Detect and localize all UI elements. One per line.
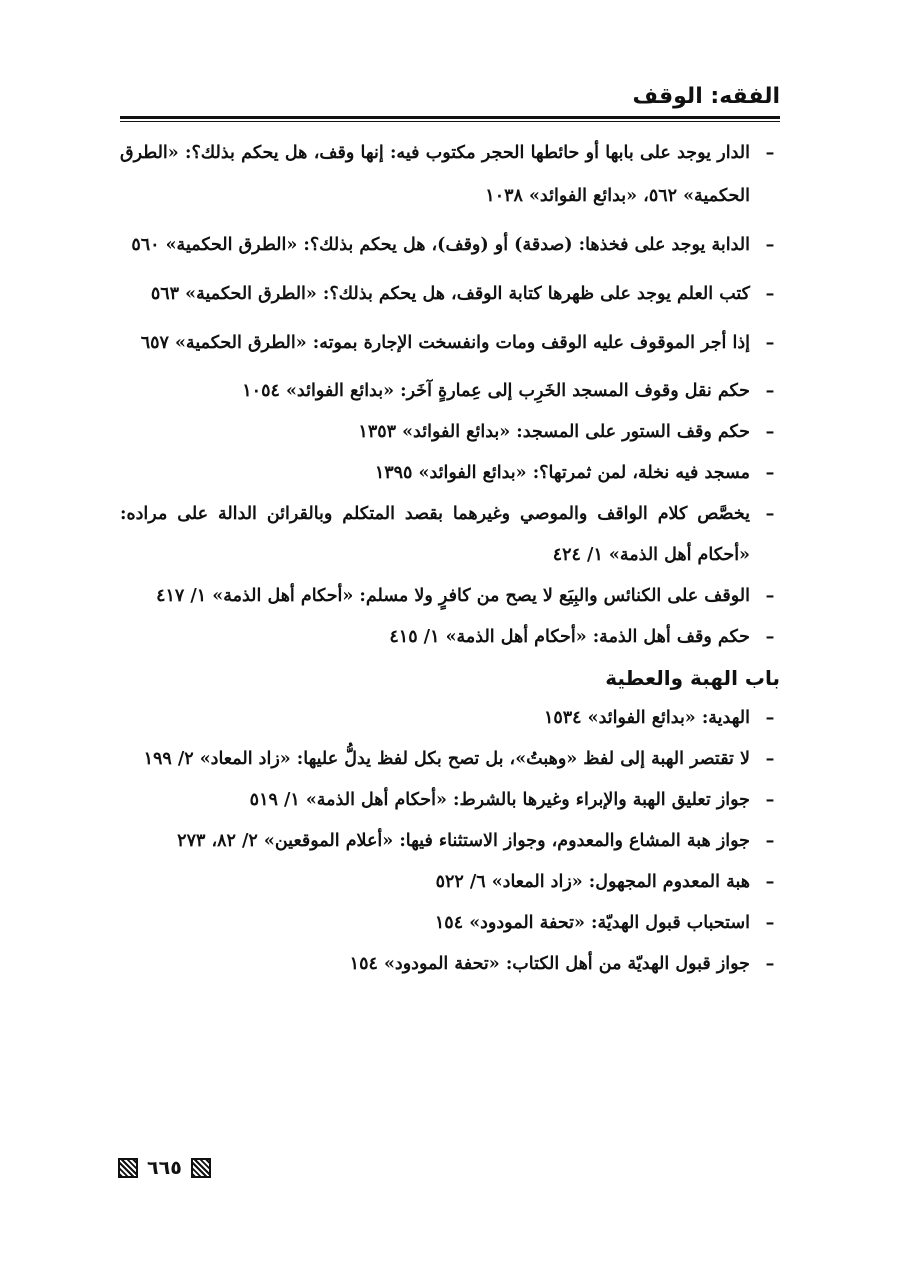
index-entry — [120, 821, 780, 862]
index-entry — [120, 453, 780, 494]
entry-text: يخصَّص كلام الواقف والموصي وغيرهما بقصد المتكلم وبالقرائن الدالة على مراده: «أحكام أهل الذمة» ١/ ٤٢٤ — [120, 504, 750, 565]
ornament-icon — [191, 1158, 211, 1178]
ornament-icon — [118, 1158, 138, 1178]
entry-text: الوقف على الكنائس والبِيَع لا يصح من كافرٍ ولا مسلم: «أحكام أهل الذمة» ١/ ٤١٧ — [156, 586, 750, 606]
dash-marker: – — [765, 872, 775, 892]
entry-text: إذا أجر الموقوف عليه الوقف ومات وانفسخت الإجارة بموته: «الطرق الحكمية» ٦٥٧ — [140, 333, 750, 353]
entry-text: كتب العلم يوجد على ظهرها كتابة الوقف، هل يحكم بذلك؟: «الطرق الحكمية» ٥٦٣ — [150, 284, 750, 304]
index-entry — [120, 617, 780, 658]
dash-marker: – — [765, 627, 775, 647]
dash-marker: – — [765, 586, 775, 606]
entry-text: الدابة يوجد على فخذها: (صدقة) أو (وقف)، هل يحكم بذلك؟: «الطرق الحكمية» ٥٦٠ — [131, 235, 750, 255]
dash-marker: – — [765, 708, 775, 728]
entry-text: حكم وقف الستور على المسجد: «بدائع الفوائد» ١٣٥٣ — [358, 422, 750, 442]
index-entry — [120, 903, 780, 944]
section-heading: باب الهبة والعطية — [605, 666, 780, 690]
index-entry — [120, 322, 780, 365]
index-entry — [120, 412, 780, 453]
index-entry — [120, 576, 780, 617]
entry-text: حكم نقل وقوف المسجد الخَرِب إلى عِمارةٍ آخَر: «بدائع الفوائد» ١٠٥٤ — [242, 381, 750, 401]
document-page — [120, 82, 780, 985]
entry-text: حكم وقف أهل الذمة: «أحكام أهل الذمة» ١/ ٤١٥ — [389, 627, 750, 647]
dash-marker: – — [765, 504, 775, 524]
dash-marker: – — [765, 790, 775, 810]
dash-marker: – — [765, 463, 775, 483]
entry-text: مسجد فيه نخلة، لمن ثمرتها؟: «بدائع الفوائد» ١٣٩٥ — [374, 463, 750, 483]
entry-text: الهدية: «بدائع الفوائد» ١٥٣٤ — [543, 708, 750, 728]
dash-marker: – — [765, 749, 775, 769]
index-entry — [120, 862, 780, 903]
index-entry — [120, 739, 780, 780]
dash-marker: – — [765, 333, 775, 353]
entry-text: جواز هبة المشاع والمعدوم، وجواز الاستثناء فيها: «أعلام الموقعين» ٢/ ٨٢، ٢٧٣ — [177, 831, 750, 851]
entry-text: الدار يوجد على بابها أو حائطها الحجر مكتوب فيه: إنها وقف، هل يحكم بذلك؟: «الطرق الحكمية» ٥٦٢، «بدائع الفوائد» ١٠٣٨ — [120, 143, 750, 206]
running-header: الفقه: الوقف — [632, 84, 780, 109]
entry-text: جواز تعليق الهبة والإبراء وغيرها بالشرط: «أحكام أهل الذمة» ١/ ٥١٩ — [249, 790, 750, 810]
entry-text: جواز قبول الهديّة من أهل الكتاب: «تحفة المودود» ١٥٤ — [349, 954, 750, 974]
index-entry — [120, 494, 780, 576]
index-entries — [120, 132, 780, 658]
page-number: ٦٦٥ — [147, 1157, 182, 1179]
index-entry — [120, 224, 780, 267]
header-rule-thin — [120, 121, 780, 122]
dash-marker: – — [765, 235, 775, 255]
index-entry — [120, 371, 780, 412]
dash-marker: – — [765, 831, 775, 851]
entry-text: استحباب قبول الهديّة: «تحفة المودود» ١٥٤ — [434, 913, 750, 933]
index-entry — [120, 273, 780, 316]
entry-text: لا تقتصر الهبة إلى لفظ «وهبتُ»، بل تصح بكل لفظ يدلُّ عليها: «زاد المعاد» ٢/ ١٩٩ — [143, 749, 750, 769]
dash-marker: – — [765, 913, 775, 933]
entry-text: هبة المعدوم المجهول: «زاد المعاد» ٦/ ٥٢٢ — [435, 872, 750, 892]
dash-marker: – — [765, 284, 775, 304]
section-entries — [120, 698, 780, 985]
page-footer — [118, 1155, 211, 1181]
index-entry — [120, 944, 780, 985]
index-entry — [120, 780, 780, 821]
dash-marker: – — [765, 381, 775, 401]
index-entry — [120, 132, 780, 218]
header-rule-thick — [120, 116, 780, 119]
dash-marker: – — [765, 954, 775, 974]
dash-marker: – — [765, 422, 775, 442]
index-entry — [120, 698, 780, 739]
dash-marker: – — [765, 143, 775, 163]
